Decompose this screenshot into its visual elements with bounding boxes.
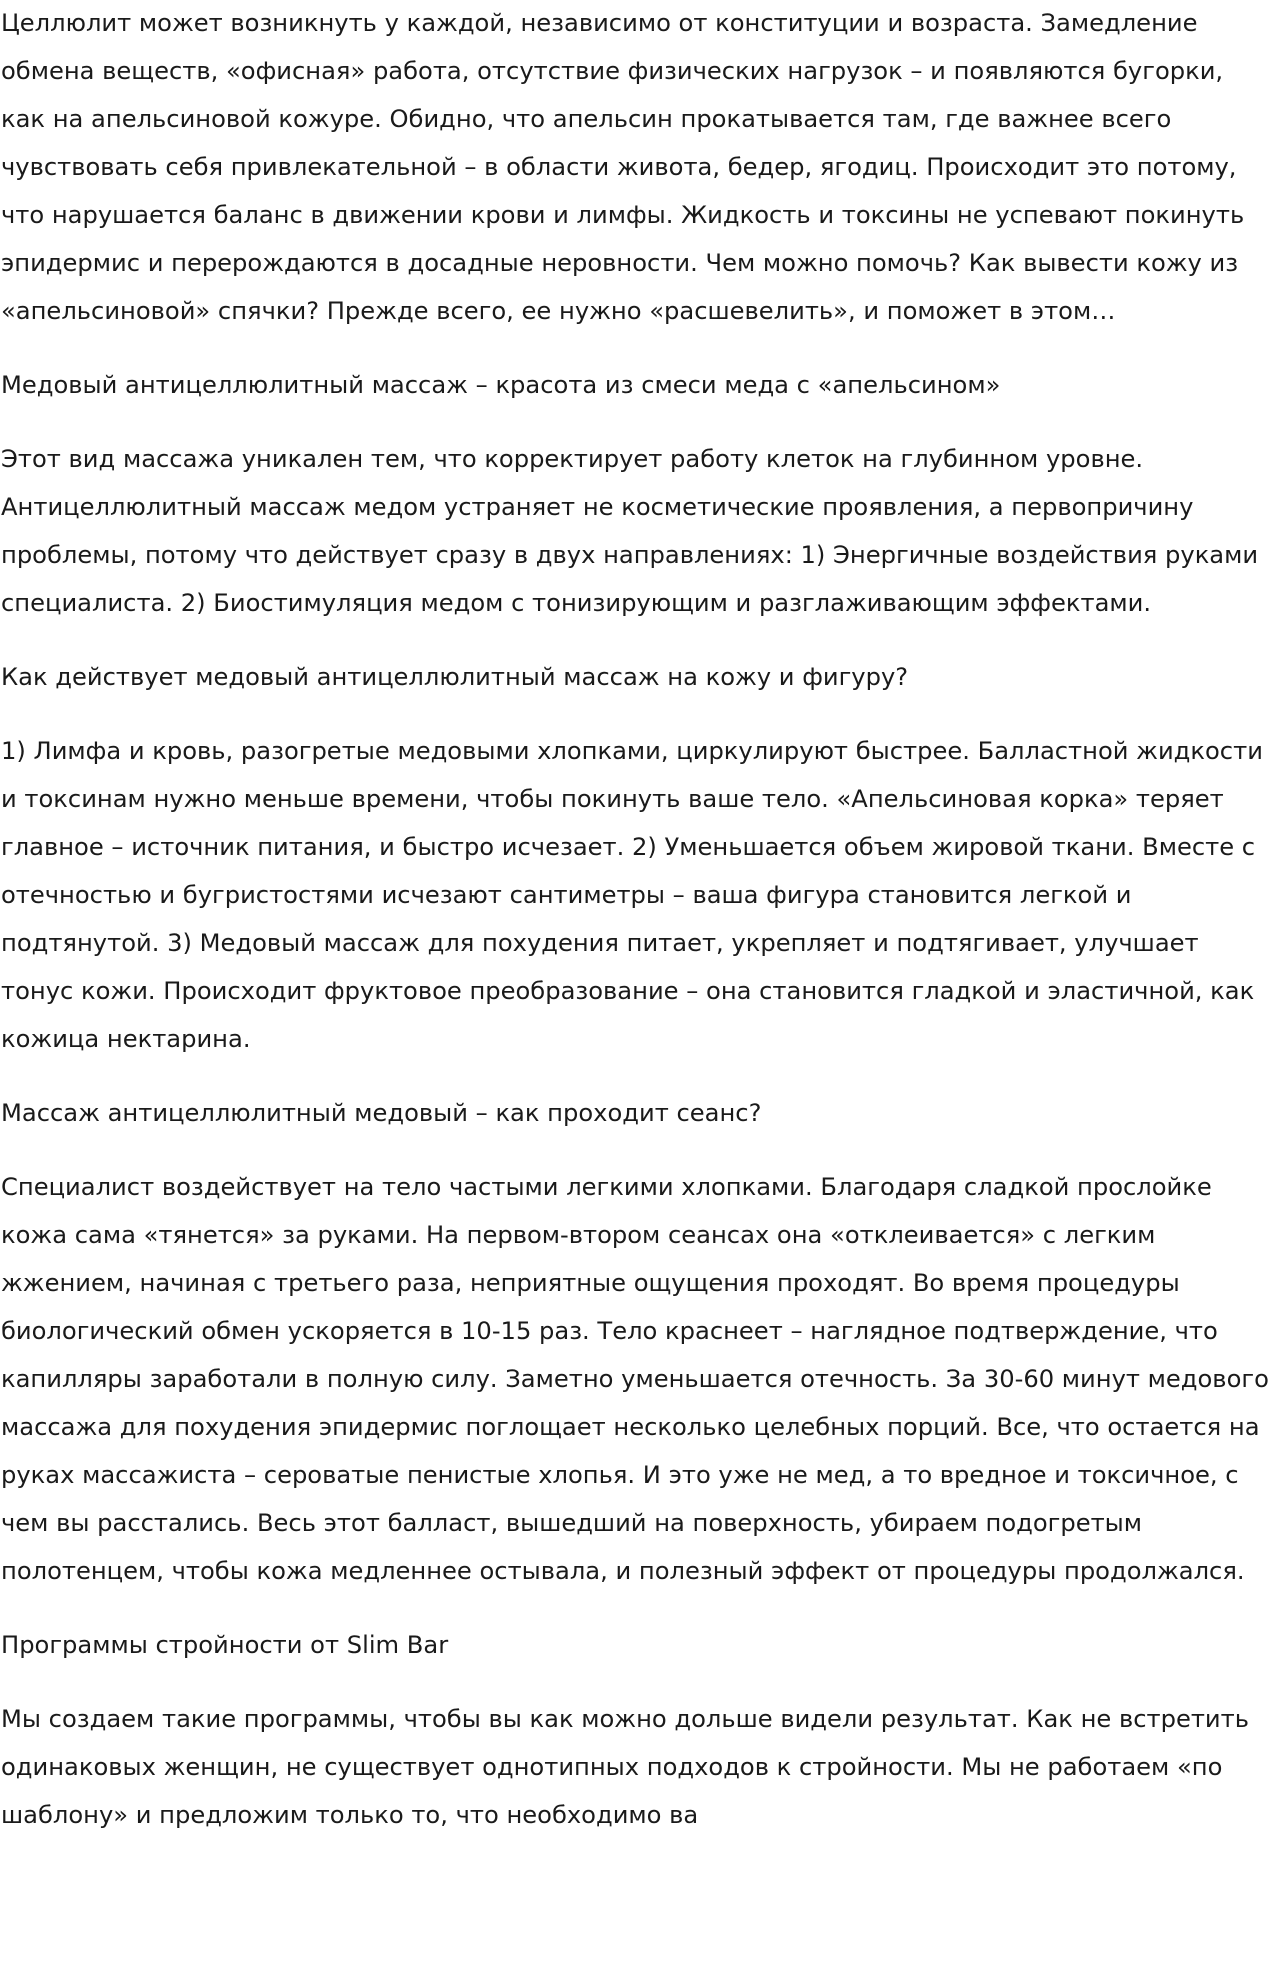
slim-bar-programs-heading: Программы стройности от Slim Bar <box>1 1631 449 1659</box>
intro-paragraph: Целлюлит может возникнуть у каждой, независимо от конституции и возраста. Замедление обмена веществ, «офисная» работа, отсутствие физических нагрузок – и появляются бугорки, как на апельсиновой кожуре. Обидно, что апельсин прокатывается там, где важнее всего чувствовать себя привлекательной – в области живота, бедер, ягодиц. Происходит это потому, что нарушается баланс в движении крови и лимфы. Жидкость и токсины не успевают покинуть эпидермис и перерождаются в досадные неровности. Чем можно помочь? Как вывести кожу из «апельсиновой» спячки? Прежде всего, ее нужно «расшевелить», и поможет в этом… <box>1 9 1245 325</box>
how-it-works-heading: Как действует медовый антицеллюлитный массаж на кожу и фигуру? <box>1 663 909 691</box>
honey-massage-heading: Медовый антицеллюлитный массаж – красота из смеси меда с «апельсином» <box>1 371 1001 399</box>
programs-paragraph: Мы создаем такие программы, чтобы вы как можно дольше видели результат. Как не встретить одинаковых женщин, не существует однотипных подходов к стройности. Мы не работаем «по шаблону» и предложим только то, что необходимо ва <box>1 1705 1249 1829</box>
effects-list-paragraph: 1) Лимфа и кровь, разогретые медовыми хлопками, циркулируют быстрее. Балластной жидкости и токсинам нужно меньше времени, чтобы покинуть ваше тело. «Апельсиновая корка» теряет главное – источник питания, и быстро исчезает. 2) Уменьшается объем жировой ткани. Вместе с отечностью и бугристостями исчезают сантиметры – ваша фигура становится легкой и подтянутой. 3) Медовый массаж для похудения питает, укрепляет и подтягивает, улучшает тонус кожи. Происходит фруктовое преобразование – она становится гладкой и эластичной, как кожица нектарина. <box>1 737 1263 1053</box>
session-description-paragraph: Специалист воздействует на тело частыми легкими хлопками. Благодаря сладкой прослойке кожа сама «тянется» за руками. На первом-втором сеансах она «отклеивается» с легким жжением, начиная с третьего раза, неприятные ощущения проходят. Во время процедуры биологический обмен ускоряется в 10-15 раз. Тело краснеет – наглядное подтверждение, что капилляры заработали в полную силу. Заметно уменьшается отечность. За 30-60 минут медового массажа для похудения эпидермис поглощает несколько целебных порций. Все, что остается на руках массажиста – сероватые пенистые хлопья. И это уже не мед, а то вредное и токсичное, с чем вы расстались. Весь этот балласт, вышедший на поверхность, убираем подогретым полотенцем, чтобы кожа медленнее остывала, и полезный эффект от процедуры продолжался. <box>1 1173 1269 1585</box>
session-heading: Массаж антицеллюлитный медовый – как проходит сеанс? <box>1 1099 762 1127</box>
massage-uniqueness-paragraph: Этот вид массажа уникален тем, что корректирует работу клеток на глубинном уровне. Антицеллюлитный массаж медом устраняет не косметические проявления, а первопричину проблемы, потому что действует сразу в двух направлениях: 1) Энергичные воздействия руками специалиста. 2) Биостимуляция медом с тонизирующим и разглаживающим эффектами. <box>1 445 1259 617</box>
